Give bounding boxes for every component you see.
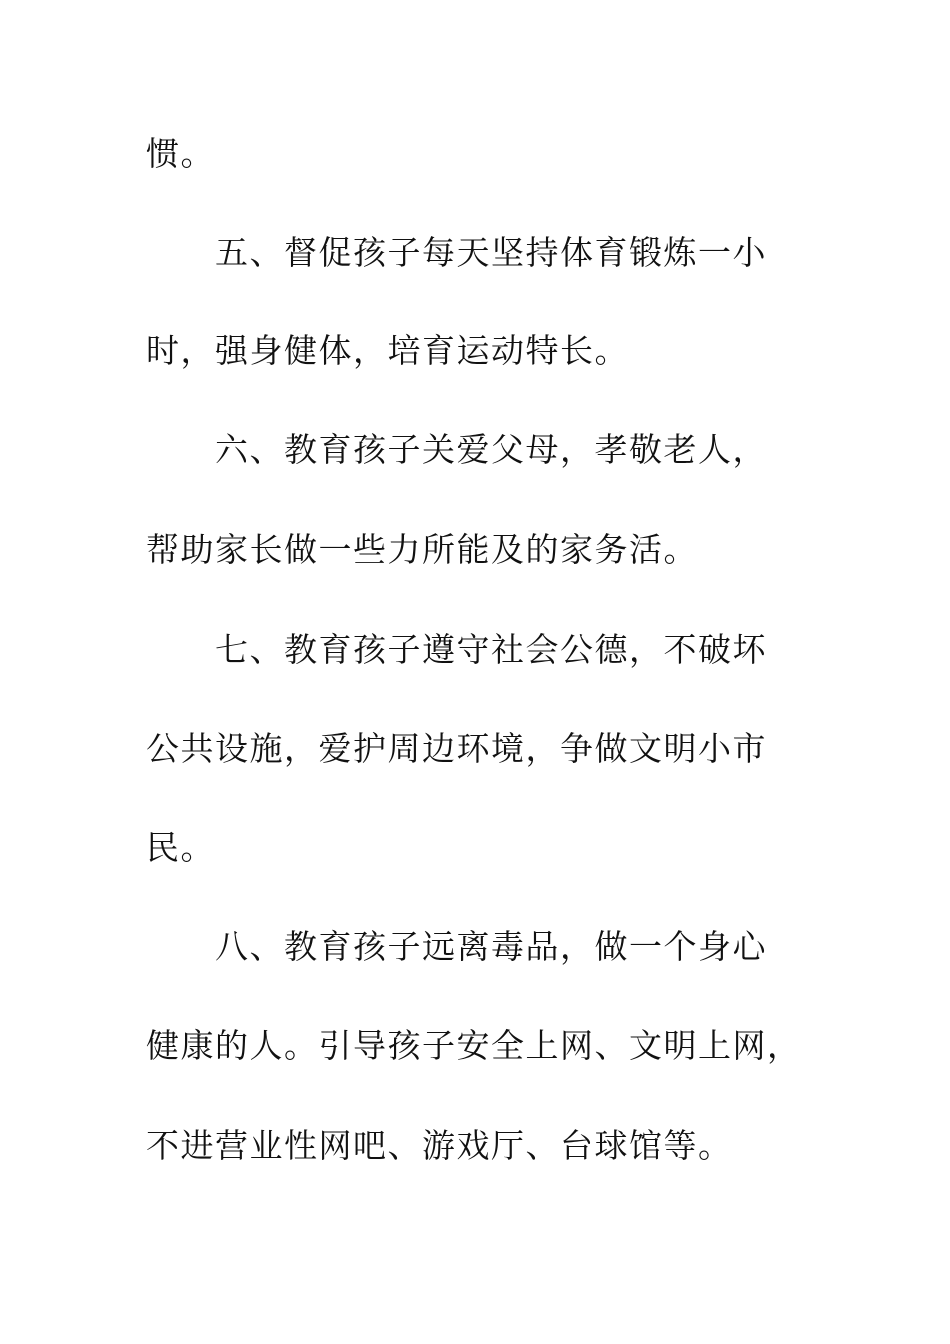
paragraph-8-line-2: 健康的人。引导孩子安全上网、文明上网， bbox=[146, 1026, 802, 1065]
text-line-1: 惯。 bbox=[146, 134, 215, 173]
paragraph-7-line-2: 公共设施，爱护周边环境，争做文明小市 bbox=[146, 729, 767, 768]
paragraph-5-line-1: 五、督促孩子每天坚持体育锻炼一小 bbox=[215, 233, 767, 272]
paragraph-8-line-3: 不进营业性网吧、游戏厅、台球馆等。 bbox=[146, 1126, 733, 1165]
paragraph-5-line-2: 时，强身健体，培育运动特长。 bbox=[146, 331, 629, 370]
paragraph-6-line-2: 帮助家长做一些力所能及的家务活。 bbox=[146, 530, 698, 569]
paragraph-7-line-1: 七、教育孩子遵守社会公德，不破坏 bbox=[215, 630, 767, 669]
paragraph-7-line-3: 民。 bbox=[146, 828, 215, 867]
paragraph-8-line-1: 八、教育孩子远离毒品，做一个身心 bbox=[215, 927, 767, 966]
paragraph-6-line-1: 六、教育孩子关爱父母，孝敬老人， bbox=[215, 430, 767, 469]
